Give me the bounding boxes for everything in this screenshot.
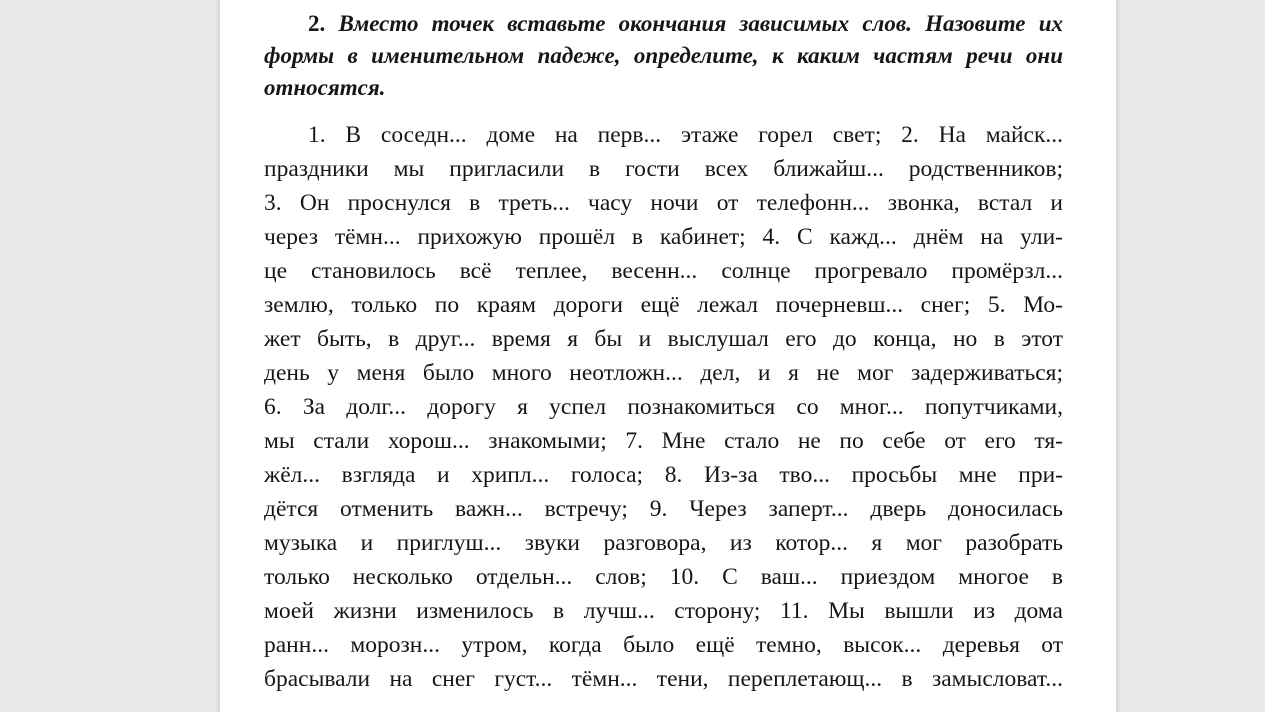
exercise-line: 6. За долг... дорогу я успел познакомиться со мног... попутчиками, xyxy=(264,394,1063,420)
exercise-line: день у меня было много неотложн... дел, и я не мог задерживаться; xyxy=(264,360,1063,386)
exercise-line: 3. Он проснулся в треть... часу ночи от телефонн... звонка, встал и xyxy=(264,190,1063,216)
page-content xyxy=(264,8,1063,696)
task-number: 2. xyxy=(308,11,326,36)
exercise-line: це становилось всё теплее, весенн... солнце прогревало промёрзл... xyxy=(264,258,1063,284)
exercise-line: моей жизни изменилось в лучш... сторону; 11. Мы вышли из дома xyxy=(264,598,1063,624)
document-page xyxy=(220,0,1116,712)
exercise-line: через тёмн... прихожую прошёл в кабинет; 4. С кажд... днём на ули- xyxy=(264,224,1063,250)
exercise-line: мы стали хорош... знакомыми; 7. Мне стало не по себе от его тя- xyxy=(264,428,1063,454)
exercise-line: праздники мы пригласили в гости всех ближайш... родственников; xyxy=(264,156,1063,182)
exercise-line: 1. В соседн... доме на перв... этаже горел свет; 2. На майск... xyxy=(308,122,1063,148)
task-instruction: Вместо точек вставьте окончания зависимых слов. Назовите их формы в именительном падеже, определите, к каким частям речи они относятся. xyxy=(264,11,1063,100)
task-heading xyxy=(264,8,1063,104)
exercise-line: жёл... взгляда и хрипл... голоса; 8. Из-за тво... просьбы мне при- xyxy=(264,462,1063,488)
exercise-line: дётся отменить важн... встречу; 9. Через заперт... дверь доносилась xyxy=(264,496,1063,522)
exercise-line: ранн... морозн... утром, когда было ещё темно, высок... деревья от xyxy=(264,632,1063,658)
exercise-line: только несколько отдельн... слов; 10. С ваш... приездом многое в xyxy=(264,564,1063,590)
exercise-line: жет быть, в друг... время я бы и выслушал его до конца, но в этот xyxy=(264,326,1063,352)
exercise-line: брасывали на снег густ... тёмн... тени, переплетающ... в замысловат... xyxy=(264,666,1063,692)
exercise-line: музыка и приглуш... звуки разговора, из котор... я мог разобрать xyxy=(264,530,1063,556)
exercise-line: землю, только по краям дороги ещё лежал почерневш... снег; 5. Мо- xyxy=(264,292,1063,318)
exercise-text xyxy=(264,118,1063,696)
